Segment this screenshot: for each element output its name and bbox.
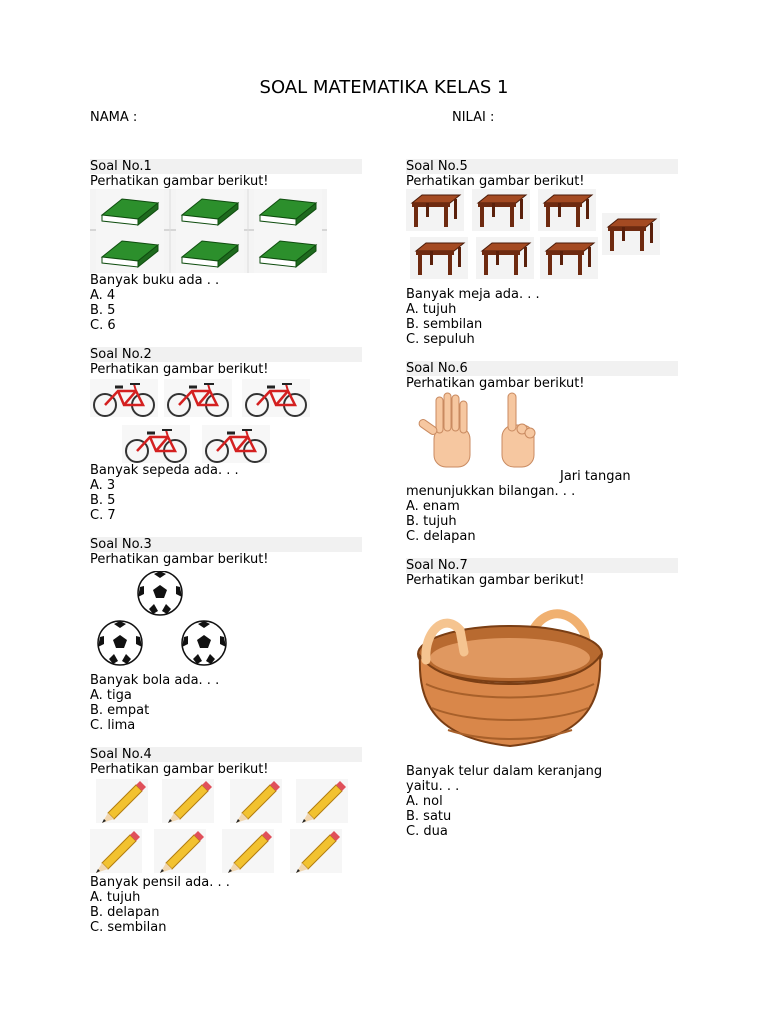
option-b: B. 5 (90, 303, 116, 318)
page-title: SOAL MATEMATIKA KELAS 1 (259, 77, 509, 98)
instruction-text: Perhatikan gambar berikut! (90, 552, 269, 567)
pencil-icon (90, 779, 350, 875)
question-4 (90, 747, 362, 935)
question-number: Soal No.1 (90, 159, 362, 174)
pencil-picture-group (90, 777, 362, 875)
hand-picture-group (406, 391, 678, 469)
option-b: B. empat (90, 703, 150, 718)
basket-icon (414, 592, 614, 762)
question-text: Banyak meja ada. . . (406, 287, 540, 302)
table-icon (406, 189, 662, 287)
basket-picture-group (406, 588, 678, 764)
book-picture-group (90, 189, 362, 273)
question-number: Soal No.4 (90, 747, 362, 762)
option-a: A. nol (406, 794, 443, 809)
option-c: C. 6 (90, 318, 116, 333)
right-column (406, 159, 678, 839)
question-text: Banyak sepeda ada. . . (90, 463, 239, 478)
bicycle-icon (90, 379, 310, 463)
book-icon (90, 189, 330, 273)
question-text: Banyak bola ada. . . (90, 673, 220, 688)
score-label: NILAI : (452, 110, 495, 125)
question-number: Soal No.3 (90, 537, 362, 552)
option-c: C. sembilan (90, 920, 167, 935)
name-label: NAMA : (90, 110, 138, 125)
bicycle-picture-group (90, 377, 362, 463)
instruction-text: Perhatikan gambar berikut! (90, 362, 269, 377)
question-number: Soal No.2 (90, 347, 362, 362)
option-a: A. 4 (90, 288, 116, 303)
option-a: A. tiga (90, 688, 132, 703)
question-5 (406, 159, 678, 347)
question-6 (406, 361, 678, 544)
instruction-text: Perhatikan gambar berikut! (406, 573, 585, 588)
option-a: A. enam (406, 499, 460, 514)
question-7 (406, 558, 678, 839)
hand-fingers-icon (416, 391, 556, 469)
question-text-line1: Banyak telur dalam keranjang (406, 764, 603, 779)
ball-picture-group (90, 567, 362, 673)
option-a: A. tujuh (406, 302, 457, 317)
question-text-line2: yaitu. . . (406, 779, 460, 794)
question-text: Banyak pensil ada. . . (90, 875, 230, 890)
question-3 (90, 537, 362, 733)
soccer-ball-icon (90, 571, 240, 673)
option-c: C. sepuluh (406, 332, 475, 347)
question-text: Banyak buku ada . . (90, 273, 220, 288)
option-a: A. 3 (90, 478, 116, 493)
option-b: B. satu (406, 809, 452, 824)
question-number: Soal No.6 (406, 361, 678, 376)
question-number: Soal No.5 (406, 159, 678, 174)
option-c: C. dua (406, 824, 448, 839)
question-number: Soal No.7 (406, 558, 678, 573)
instruction-text: Perhatikan gambar berikut! (406, 376, 585, 391)
question-2 (90, 347, 362, 523)
instruction-text: Perhatikan gambar berikut! (90, 762, 269, 777)
option-c: C. 7 (90, 508, 116, 523)
left-column (90, 159, 362, 935)
option-b: B. sembilan (406, 317, 483, 332)
question-1 (90, 159, 362, 333)
option-b: B. 5 (90, 493, 116, 508)
table-picture-group (406, 189, 678, 287)
instruction-text: Perhatikan gambar berikut! (406, 174, 585, 189)
option-b: B. tujuh (406, 514, 457, 529)
question-text-line1: Jari tangan (560, 469, 631, 484)
option-c: C. lima (90, 718, 136, 733)
option-a: A. tujuh (90, 890, 141, 905)
option-c: C. delapan (406, 529, 476, 544)
option-b: B. delapan (90, 905, 160, 920)
instruction-text: Perhatikan gambar berikut! (90, 174, 269, 189)
question-text-line2: menunjukkan bilangan. . . (406, 484, 576, 499)
